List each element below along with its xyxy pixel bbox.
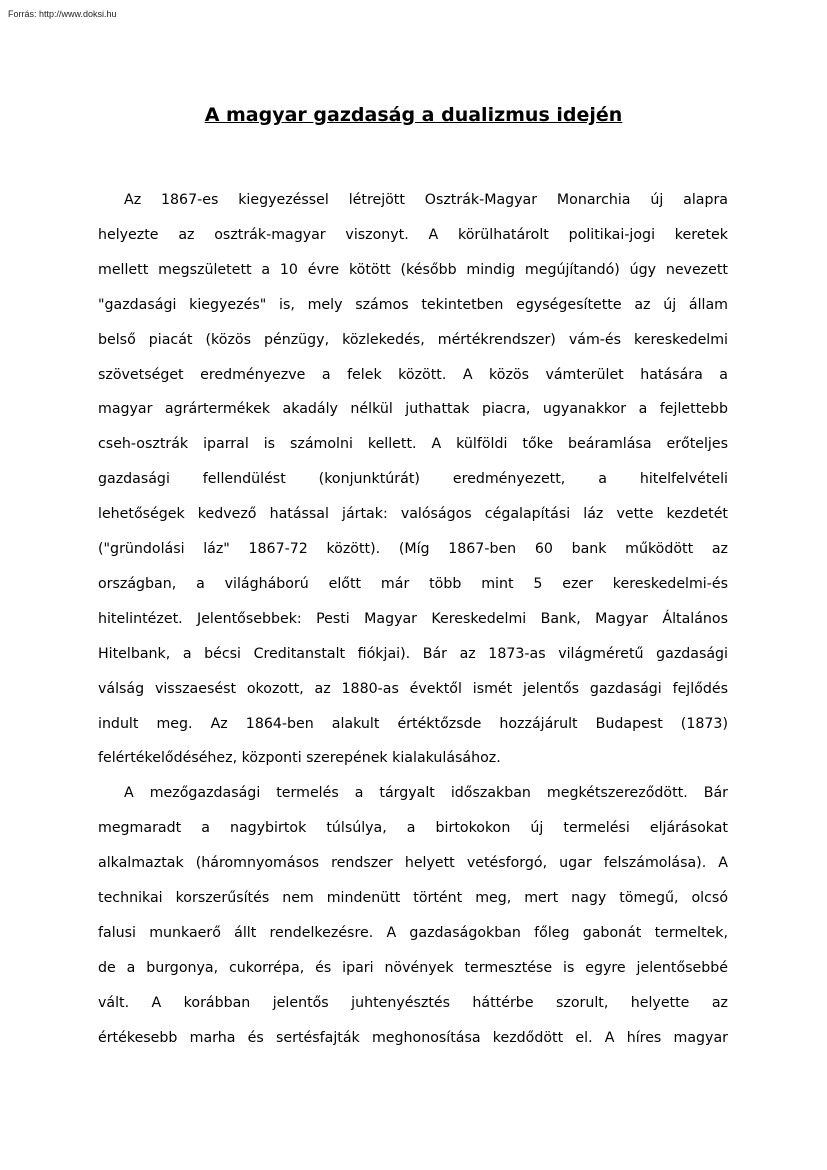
paragraph-line: mellett megszületett a 10 évre kötött (később mindig megújítandó) úgy nevezett — [98, 261, 728, 278]
paragraph-line: technikai korszerűsítés nem mindenütt történt meg, mert nagy tömegű, olcsó — [98, 890, 728, 906]
paragraph-line: értékesebb marha és sertésfajták meghonosítása kezdődött el. A híres magyar — [98, 1029, 728, 1046]
paragraph-line: lehetőségek kedvező hatással jártak: valóságos cégalapítási láz vette kezdetét — [98, 506, 728, 523]
paragraph-line: hitelintézet. Jelentősebbek: Pesti Magyar Kereskedelmi Bank, Magyar Általános — [98, 610, 728, 627]
paragraph-line: alkalmaztak (háromnyomásos rendszer helyett vetésforgó, ugar felszámolása). A — [98, 855, 728, 872]
paragraph-line: gazdasági fellendülést (konjunktúrát) eredményezett, a hitelfelvételi — [98, 471, 728, 488]
paragraph-line: Az 1867-es kiegyezéssel létrejött Osztrák-Magyar Monarchia új alapra — [124, 192, 728, 208]
paragraph-line: belső piacát (közös pénzügy, közlekedés, mértékrendszer) vám-és kereskedelmi — [98, 331, 728, 348]
paragraph-line: ("gründolási láz" 1867-72 között). (Míg 1867-ben 60 bank működött az — [98, 541, 728, 557]
paragraph-line: felértékelődéséhez, központi szerepének kialakulásához. — [98, 750, 501, 767]
paragraph-line: falusi munkaerő állt rendelkezésre. A gazdaságokban főleg gabonát termeltek, — [98, 924, 728, 941]
paragraph-line: helyezte az osztrák-magyar viszonyt. A körülhatárolt politikai-jogi keretek — [98, 226, 728, 243]
paragraph-line: "gazdasági kiegyezés" is, mely számos tekintetben egységesítette az új állam — [98, 296, 728, 313]
paragraph-line: indult meg. Az 1864-ben alakult értéktőzsde hozzájárult Budapest (1873) — [98, 715, 728, 732]
paragraph-line: vált. A korábban jelentős juhtenyésztés háttérbe szorult, helyette az — [98, 994, 728, 1011]
paragraph-line: szövetséget eredményezve a felek között. A közös vámterület hatására a — [98, 366, 728, 383]
paragraph-line: cseh-osztrák iparral is számolni kellett. A külföldi tőke beáramlása erőteljes — [98, 436, 728, 453]
source-watermark: Forrás: http://www.doksi.hu — [8, 9, 117, 19]
paragraph-line: válság visszaesést okozott, az 1880-as évektől ismét jelentős gazdasági fejlődés — [98, 680, 728, 697]
paragraph-line: magyar agrártermékek akadály nélkül juthattak piacra, ugyanakkor a fejlettebb — [98, 401, 728, 418]
paragraph-line: megmaradt a nagybirtok túlsúlya, a birtokokon új termelési eljárásokat — [98, 820, 728, 837]
paragraph-line: de a burgonya, cukorrépa, és ipari növények termesztése is egyre jelentősebbé — [98, 959, 728, 976]
paragraph-line: A mezőgazdasági termelés a tárgyalt időszakban megkétszereződött. Bár — [124, 785, 728, 802]
paragraph-line: országban, a világháború előtt már több mint 5 ezer kereskedelmi-és — [98, 575, 728, 592]
document-title: A magyar gazdaság a dualizmus idején — [204, 104, 623, 126]
paragraph-line: Hitelbank, a bécsi Creditanstalt fiókjai). Bár az 1873-as világméretű gazdasági — [98, 645, 728, 662]
